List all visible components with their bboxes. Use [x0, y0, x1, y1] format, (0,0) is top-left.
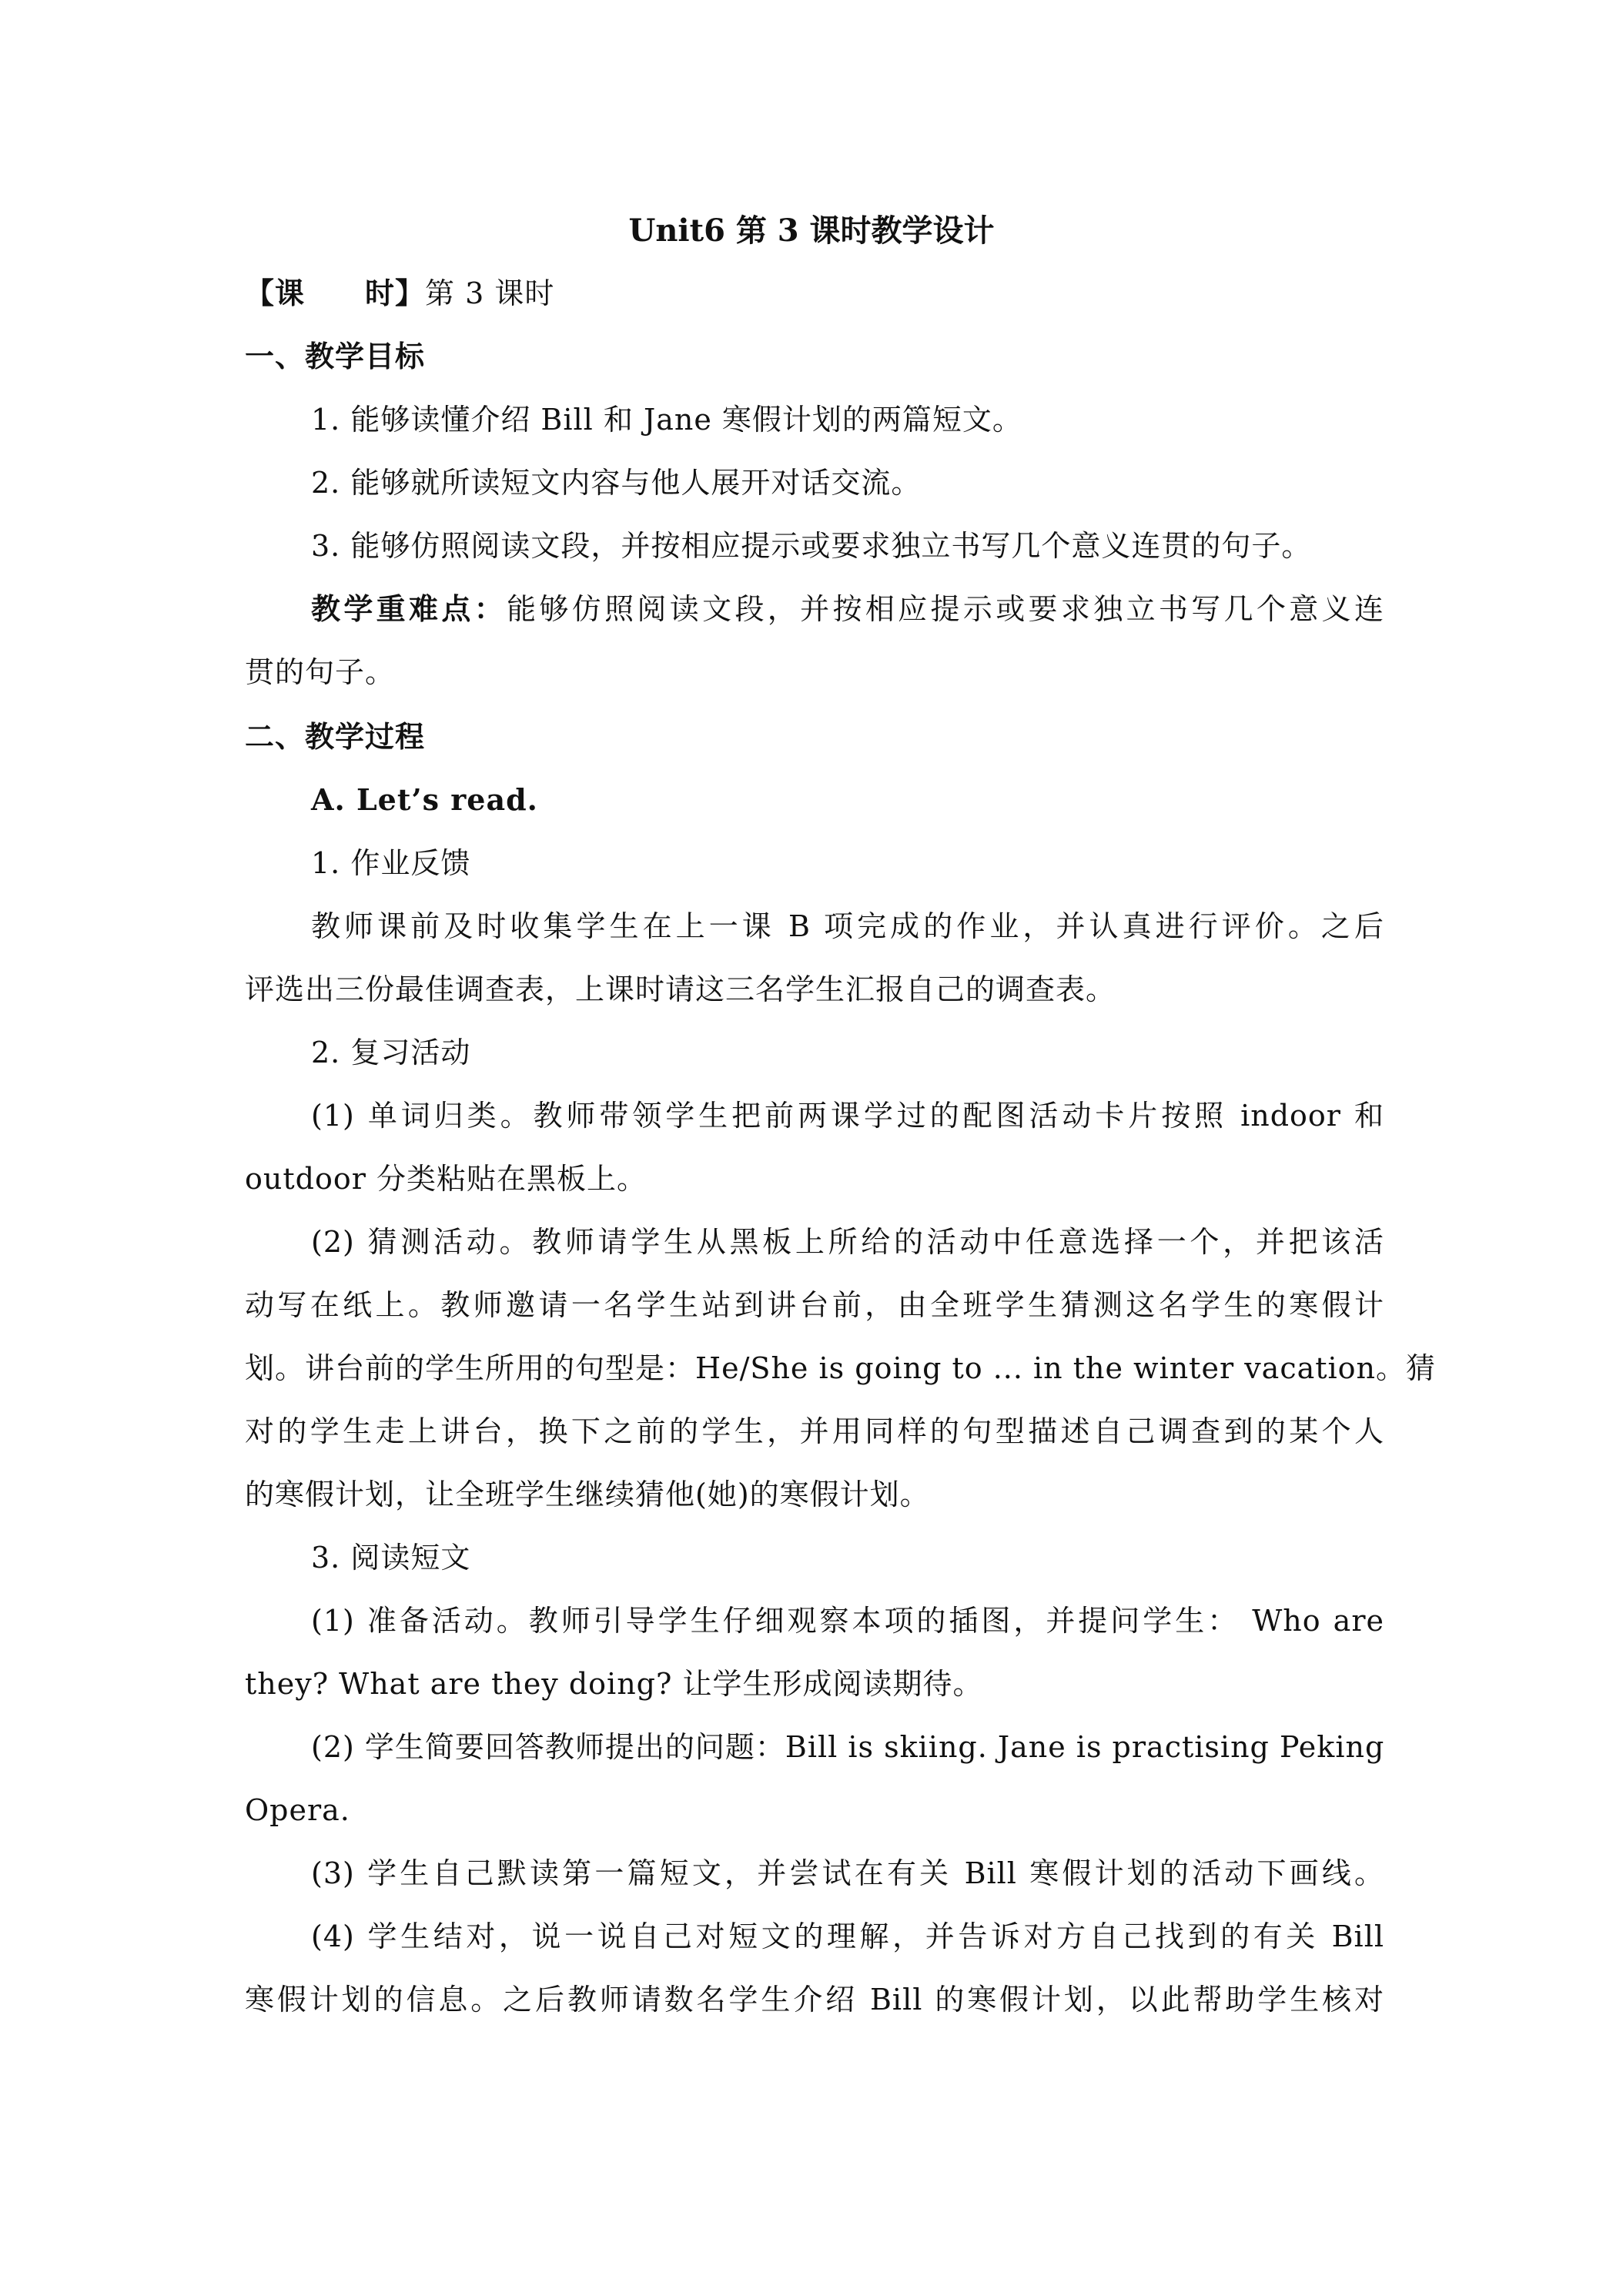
- subsection-heading-a: A. Let’s read.: [311, 782, 538, 817]
- goal-item-2: 2. 能够就所读短文内容与他人展开对话交流。: [311, 466, 922, 500]
- step-heading-1: 1. 作业反馈: [311, 846, 471, 880]
- section-heading-goals: 一、教学目标: [245, 339, 426, 373]
- lesson-line: [245, 274, 1384, 313]
- section-heading-process: 二、教学过程: [245, 719, 426, 754]
- paragraph-line: (1) 单词归类。教师带领学生把前两课学过的配图活动卡片按照 indoor 和: [311, 1099, 1384, 1133]
- key-points-line-2: 贯的句子。: [245, 655, 396, 689]
- document-title: Unit6 第 3 课时教学设计: [628, 213, 995, 249]
- paragraph-line: outdoor 分类粘贴在黑板上。: [245, 1162, 647, 1196]
- paragraph-line: 的寒假计划，让全班学生继续猜他(她)的寒假计划。: [245, 1478, 930, 1511]
- paragraph-line: 寒假计划的信息。之后教师请数名学生介绍 Bill 的寒假计划，以此帮助学生核对: [245, 1983, 1384, 2017]
- paragraph-line: (4) 学生结对，说一说自己对短文的理解，并告诉对方自己找到的有关 Bill: [311, 1919, 1384, 1953]
- key-points-label: 教学重难点：: [311, 591, 507, 626]
- goal-item-1: 1. 能够读懂介绍 Bill 和 Jane 寒假计划的两篇短文。: [311, 403, 1022, 437]
- paragraph-line: 划。讲台前的学生所用的句型是：He/She is going to ... in the winter vacation。猜: [245, 1351, 1437, 1385]
- goal-item-3: 3. 能够仿照阅读文段，并按相应提示或要求独立书写几个意义连贯的句子。: [311, 529, 1312, 563]
- paragraph-line: Opera.: [245, 1793, 350, 1827]
- paragraph-line: 动写在纸上。教师邀请一名学生站到讲台前，由全班学生猜测这名学生的寒假计: [245, 1288, 1384, 1322]
- paragraph-line: 评选出三份最佳调查表，上课时请这三名学生汇报自己的调查表。: [245, 972, 1116, 1006]
- lesson-value: 第 3 课时: [425, 276, 555, 310]
- lesson-label: 【课 时】: [245, 276, 426, 310]
- key-points-line-1: [311, 590, 1384, 628]
- paragraph-line: (2) 猜测活动。教师请学生从黑板上所给的活动中任意选择一个，并把该活: [311, 1225, 1384, 1259]
- key-points-text: 能够仿照阅读文段，并按相应提示或要求独立书写几个意义连: [507, 592, 1384, 626]
- paragraph-line: (1) 准备活动。教师引导学生仔细观察本项的插图，并提问学生： Who are: [311, 1604, 1384, 1638]
- paragraph-line: they? What are they doing? 让学生形成阅读期待。: [245, 1667, 983, 1701]
- paragraph-line: 教师课前及时收集学生在上一课 B 项完成的作业，并认真进行评价。之后: [311, 909, 1384, 943]
- step-heading-2: 2. 复习活动: [311, 1036, 471, 1069]
- paragraph-line: (2) 学生简要回答教师提出的问题：Bill is skiing. Jane is practising Peking: [311, 1730, 1385, 1764]
- paragraph-line: (3) 学生自己默读第一篇短文，并尝试在有关 Bill 寒假计划的活动下画线。: [311, 1856, 1384, 1890]
- paragraph-line: 对的学生走上讲台，换下之前的学生，并用同样的句型描述自己调查到的某个人: [245, 1414, 1384, 1448]
- step-heading-3: 3. 阅读短文: [311, 1541, 471, 1575]
